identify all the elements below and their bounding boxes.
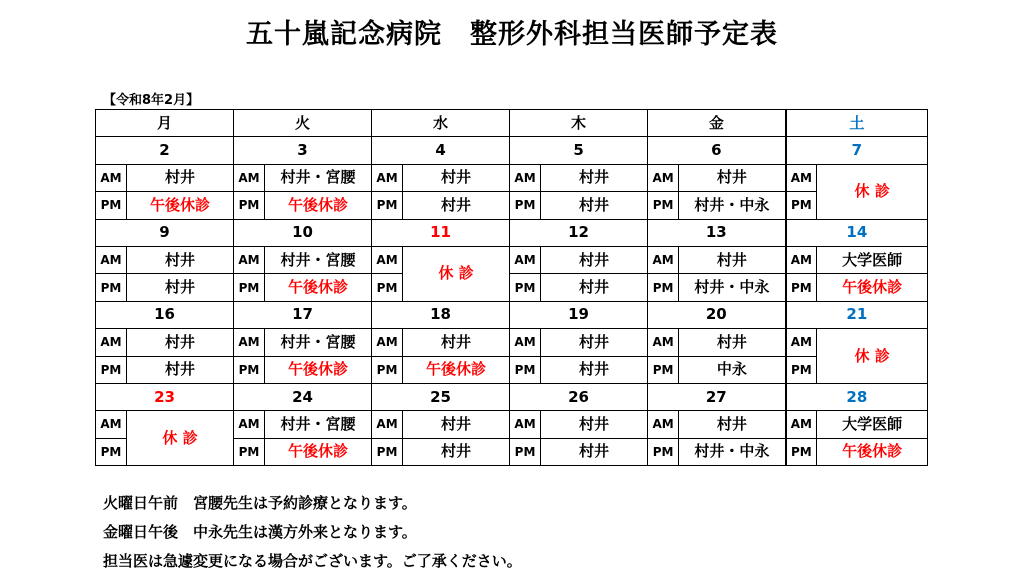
closed-cell: 休 診: [817, 164, 928, 219]
pm-doctor: 村井: [541, 274, 648, 301]
pm-label: PM: [372, 192, 403, 219]
pm-doctor: 午後休診: [127, 192, 234, 219]
am-doctor: 村井・宮腰: [265, 246, 372, 273]
am-doctor: 村井: [541, 411, 648, 438]
notes: [103, 489, 522, 576]
pm-doctor: 村井: [127, 356, 234, 383]
pm-label: PM: [234, 356, 265, 383]
am-label: AM: [786, 164, 817, 191]
pm-label: PM: [96, 356, 127, 383]
am-doctor: 村井: [127, 164, 234, 191]
closed-cell: 休 診: [817, 329, 928, 384]
date-cell: 3: [234, 137, 372, 164]
pm-doctor: 村井: [127, 274, 234, 301]
pm-doctor: 村井: [403, 192, 510, 219]
weekday-header: 土: [786, 110, 928, 137]
am-label: AM: [786, 411, 817, 438]
page-title: 五十嵐記念病院 整形外科担当医師予定表: [246, 19, 778, 50]
am-label: AM: [372, 246, 403, 273]
am-label: AM: [786, 329, 817, 356]
am-doctor: 村井: [541, 164, 648, 191]
pm-label: PM: [510, 356, 541, 383]
note-line: 担当医は急遽変更になる場合がございます。ご了承ください。: [103, 552, 522, 570]
pm-doctor: 村井・中永: [679, 438, 786, 465]
am-row: [96, 411, 928, 438]
pm-doctor: 村井・中永: [679, 274, 786, 301]
date-cell: 11: [372, 219, 510, 246]
closed-cell: 休 診: [403, 246, 510, 301]
pm-doctor: 午後休診: [817, 274, 928, 301]
pm-label: PM: [648, 274, 679, 301]
date-cell: 20: [648, 301, 786, 328]
am-label: AM: [648, 246, 679, 273]
pm-label: PM: [786, 438, 817, 465]
pm-label: PM: [786, 356, 817, 383]
pm-doctor: 午後休診: [265, 356, 372, 383]
am-doctor: 村井: [679, 329, 786, 356]
pm-row: [96, 192, 928, 219]
weekday-header: 木: [510, 110, 648, 137]
date-row: [96, 137, 928, 164]
am-doctor: 村井: [403, 411, 510, 438]
date-cell: 14: [786, 219, 928, 246]
am-label: AM: [510, 329, 541, 356]
date-cell: 5: [510, 137, 648, 164]
am-doctor: 村井: [541, 329, 648, 356]
pm-label: PM: [372, 274, 403, 301]
date-cell: 25: [372, 383, 510, 410]
pm-label: PM: [96, 274, 127, 301]
pm-label: PM: [96, 438, 127, 465]
pm-label: PM: [234, 192, 265, 219]
am-doctor: 村井: [679, 164, 786, 191]
date-row: [96, 219, 928, 246]
pm-row: [96, 356, 928, 383]
date-cell: 6: [648, 137, 786, 164]
am-doctor: 村井: [679, 246, 786, 273]
am-label: AM: [96, 411, 127, 438]
date-cell: 27: [648, 383, 786, 410]
am-doctor: 村井: [679, 411, 786, 438]
pm-doctor: 午後休診: [817, 438, 928, 465]
am-doctor: 村井: [541, 246, 648, 273]
am-label: AM: [234, 329, 265, 356]
date-cell: 10: [234, 219, 372, 246]
date-cell: 17: [234, 301, 372, 328]
pm-doctor: 午後休診: [265, 192, 372, 219]
pm-doctor: 村井: [541, 438, 648, 465]
am-label: AM: [234, 246, 265, 273]
pm-label: PM: [648, 438, 679, 465]
am-label: AM: [234, 411, 265, 438]
pm-row: [96, 274, 928, 301]
am-label: AM: [372, 329, 403, 356]
pm-doctor: 午後休診: [403, 356, 510, 383]
pm-doctor: 村井: [403, 438, 510, 465]
closed-cell: 休 診: [127, 411, 234, 466]
schedule-table: [95, 109, 928, 466]
weekday-header: 金: [648, 110, 786, 137]
am-doctor: 村井: [403, 164, 510, 191]
am-label: AM: [96, 164, 127, 191]
date-cell: 21: [786, 301, 928, 328]
pm-label: PM: [96, 192, 127, 219]
date-cell: 9: [96, 219, 234, 246]
pm-label: PM: [234, 274, 265, 301]
pm-doctor: 村井: [541, 192, 648, 219]
date-cell: 16: [96, 301, 234, 328]
date-row: [96, 383, 928, 410]
date-cell: 23: [96, 383, 234, 410]
pm-label: PM: [510, 192, 541, 219]
am-label: AM: [648, 329, 679, 356]
weekday-header: 火: [234, 110, 372, 137]
pm-label: PM: [786, 192, 817, 219]
date-row: [96, 301, 928, 328]
am-label: AM: [234, 164, 265, 191]
pm-label: PM: [648, 356, 679, 383]
am-label: AM: [648, 164, 679, 191]
am-doctor: 村井・宮腰: [265, 164, 372, 191]
am-doctor: 村井・宮腰: [265, 411, 372, 438]
pm-label: PM: [786, 274, 817, 301]
am-doctor: 村井: [127, 246, 234, 273]
pm-label: PM: [234, 438, 265, 465]
am-label: AM: [372, 164, 403, 191]
pm-doctor: 村井: [541, 356, 648, 383]
date-cell: 4: [372, 137, 510, 164]
am-doctor: 大学医師: [817, 411, 928, 438]
date-cell: 26: [510, 383, 648, 410]
note-line: 火曜日午前 宮腰先生は予約診療となります。: [103, 494, 417, 512]
weekday-header: 月: [96, 110, 234, 137]
am-row: [96, 164, 928, 191]
date-cell: 2: [96, 137, 234, 164]
am-label: AM: [510, 164, 541, 191]
date-cell: 28: [786, 383, 928, 410]
date-cell: 19: [510, 301, 648, 328]
am-label: AM: [372, 411, 403, 438]
date-cell: 13: [648, 219, 786, 246]
date-cell: 18: [372, 301, 510, 328]
am-doctor: 村井・宮腰: [265, 329, 372, 356]
pm-label: PM: [510, 438, 541, 465]
weekday-header: 水: [372, 110, 510, 137]
pm-doctor: 午後休診: [265, 438, 372, 465]
date-cell: 12: [510, 219, 648, 246]
am-doctor: 村井: [127, 329, 234, 356]
date-cell: 24: [234, 383, 372, 410]
date-cell: 7: [786, 137, 928, 164]
pm-doctor: 午後休診: [265, 274, 372, 301]
pm-label: PM: [372, 438, 403, 465]
am-label: AM: [510, 411, 541, 438]
am-doctor: 村井: [403, 329, 510, 356]
pm-doctor: 村井・中永: [679, 192, 786, 219]
am-row: [96, 329, 928, 356]
am-label: AM: [510, 246, 541, 273]
pm-doctor: 中永: [679, 356, 786, 383]
note-line: 金曜日午後 中永先生は漢方外来となります。: [103, 523, 417, 541]
pm-label: PM: [372, 356, 403, 383]
pm-label: PM: [510, 274, 541, 301]
am-label: AM: [648, 411, 679, 438]
am-label: AM: [96, 329, 127, 356]
schedule-period: 【令和8年2月】: [103, 93, 200, 108]
pm-label: PM: [648, 192, 679, 219]
weekday-header-row: [96, 110, 928, 137]
am-doctor: 大学医師: [817, 246, 928, 273]
am-row: [96, 246, 928, 273]
am-label: AM: [96, 246, 127, 273]
am-label: AM: [786, 246, 817, 273]
